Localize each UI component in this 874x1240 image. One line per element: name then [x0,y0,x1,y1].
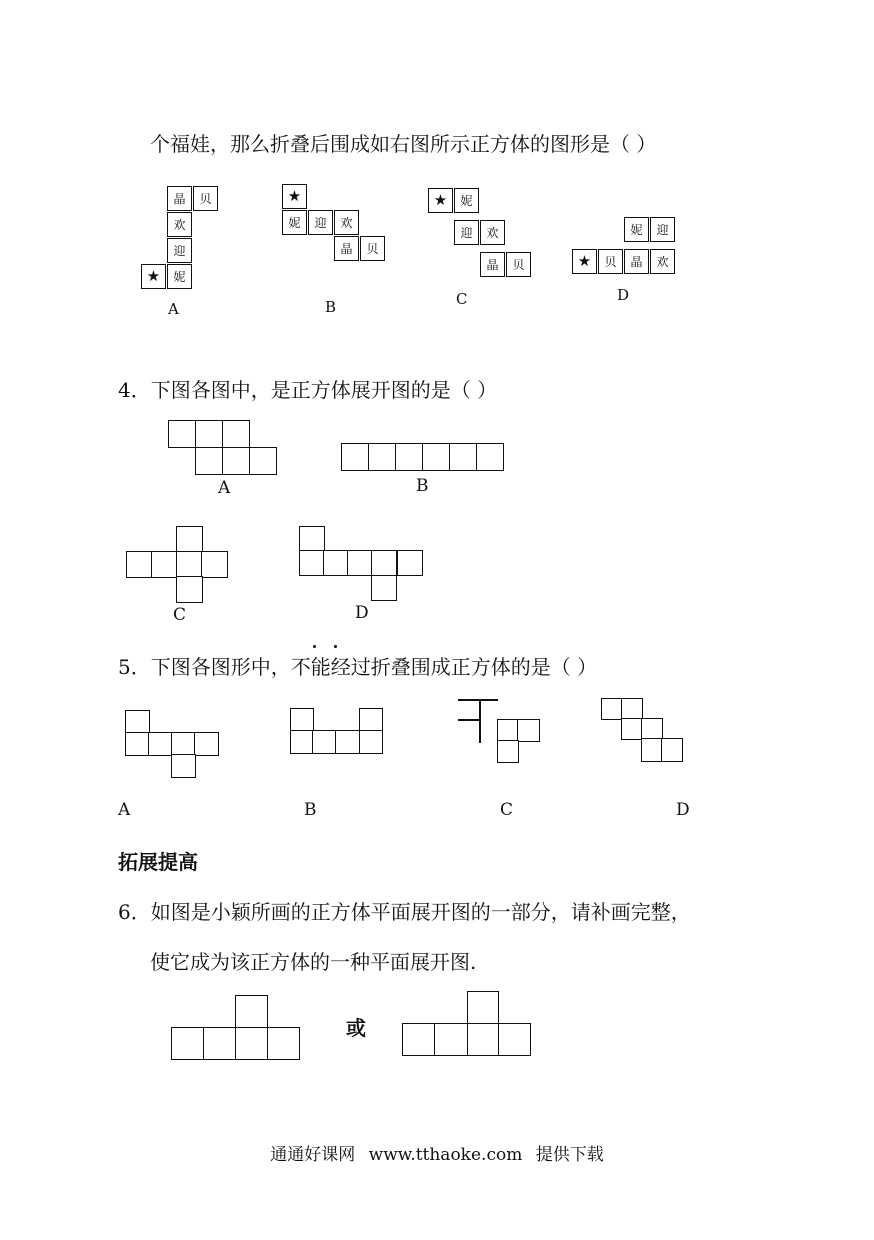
net-square [434,1023,468,1056]
net-square [299,526,325,552]
q6-text-line1: 6．如图是小颖所画的正方体平面展开图的一部分，请补画完整， [118,900,691,924]
net-square [641,718,663,740]
q5-text: 5．下图各图形中，不能经过折叠围成正方体的是（ ） [118,655,598,679]
net-cell: 妮 [454,188,479,213]
net-square [171,754,196,778]
option-label: A [118,800,131,820]
option-label: D [355,603,369,623]
net-square [359,730,383,754]
net-square [395,443,423,471]
net-square [151,551,178,578]
option-label: A [218,478,231,498]
option-label: D [617,286,630,304]
footer-site: 通通好课网 [270,1145,356,1165]
net-square [341,443,369,471]
net-square [498,1023,531,1056]
net-cell: 迎 [650,217,675,242]
net-square [222,420,250,448]
net-square [299,550,325,576]
emphasis-dot [313,645,316,648]
net-square [371,550,397,576]
net-square [176,526,203,553]
net-square [249,447,277,475]
net-square [194,732,219,756]
net-square [497,719,519,742]
net-square [176,576,203,603]
net-cell: 欢 [480,220,505,245]
option-label: C [173,605,187,625]
net-cell: 欢 [650,249,675,274]
net-square [148,732,173,756]
net-square [235,995,268,1029]
net-cell: 欢 [334,210,359,235]
net-square [641,738,663,762]
net-cell: 贝 [506,252,531,277]
net-cell: 迎 [454,220,479,245]
net-cell: 贝 [193,186,218,211]
net-square [195,447,223,475]
net-square [201,551,228,578]
footer [0,1140,874,1165]
star-icon: ★ [146,267,161,285]
star-cell [141,264,166,289]
net-square [312,730,336,754]
net-square [195,420,223,448]
or-text: 或 [346,1016,366,1040]
net-square [203,1027,236,1060]
net-cell: 迎 [308,210,333,235]
net-square [467,1023,499,1056]
net-square [171,732,196,756]
option-label: C [456,290,468,308]
net-square [467,991,499,1025]
net-square [476,443,504,471]
star-cell [282,184,307,209]
net-square [171,1027,204,1060]
net-square [422,443,450,471]
star-cell [572,249,597,274]
net-cell: 迎 [167,238,192,263]
option-label: D [676,800,690,820]
net-cell: 妮 [624,217,649,242]
net-square [661,738,683,762]
net-square [335,730,361,754]
option-label: A [168,300,179,318]
net-square [290,708,314,732]
net-square [347,550,373,576]
net-cell: 欢 [167,212,192,237]
net-square [126,551,153,578]
star-icon: ★ [433,191,448,209]
net-cell: 妮 [167,264,192,289]
net-square [176,551,203,578]
net-edge [479,699,481,743]
net-square [621,718,643,740]
net-square [371,575,397,601]
option-label: B [416,476,429,496]
net-square [397,550,423,576]
net-cell: 贝 [598,249,623,274]
net-square [222,447,250,475]
q3-text: 个福娃，那么折叠后围成如右图所示正方体的图形是（ ） [150,132,657,156]
net-square [368,443,396,471]
net-square [402,1023,435,1056]
net-square [621,698,643,720]
net-edge [458,719,480,721]
emphasis-dot [334,645,337,648]
net-square [323,550,349,576]
star-icon: ★ [577,252,592,270]
q6-text-line2: 使它成为该正方体的一种平面展开图. [150,950,477,974]
net-square [125,710,150,734]
star-cell [428,188,453,213]
footer-url[interactable]: www.tthaoke.com [368,1145,523,1165]
net-square [517,719,540,742]
net-cell: 贝 [360,236,385,261]
option-label: B [304,800,317,820]
net-edge [458,699,498,701]
net-square [359,708,383,732]
net-square [235,1027,268,1060]
q4-text: 4．下图各图中，是正方体展开图的是（ ） [118,378,498,402]
option-label: C [500,800,514,820]
section-title: 拓展提高 [118,850,198,874]
net-square [267,1027,300,1060]
net-square [497,740,519,763]
net-square [601,698,623,720]
net-square [290,730,314,754]
net-square [125,732,150,756]
star-icon: ★ [287,187,302,205]
net-cell: 晶 [334,236,359,261]
net-cell: 晶 [480,252,505,277]
net-cell: 晶 [624,249,649,274]
footer-suffix: 提供下载 [535,1145,604,1165]
option-label: B [325,298,337,316]
net-cell: 晶 [167,186,192,211]
net-square [449,443,477,471]
net-cell: 妮 [282,210,307,235]
net-square [168,420,196,448]
